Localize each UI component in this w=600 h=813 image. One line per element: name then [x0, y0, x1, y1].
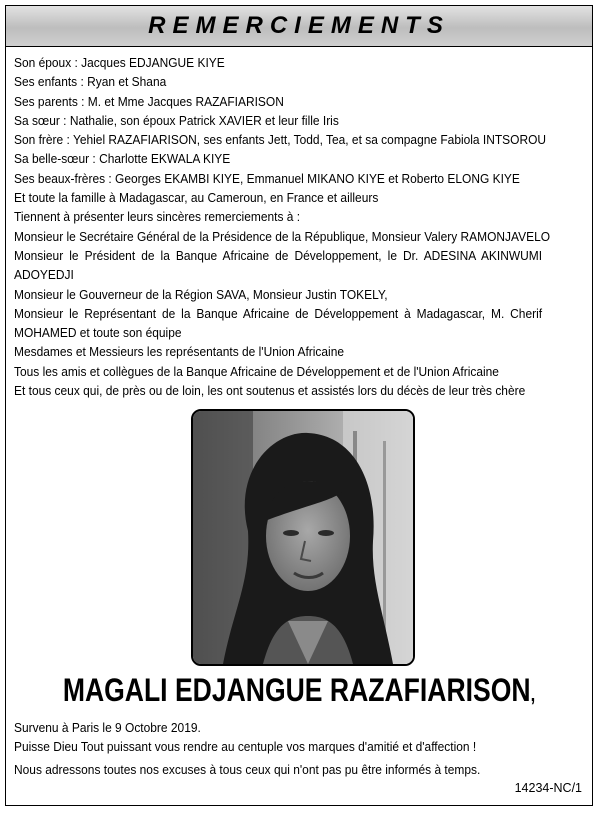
recipient-line: Monsieur le Représentant de la Banque Africaine de Développement à Madagascar, M. Cherif MOHAMED et toute son équipe [14, 305, 543, 341]
footer-text [14, 718, 542, 779]
family-line: Ses parents : M. et Mme Jacques RAZAFIARISON [14, 93, 284, 109]
portrait-photo [191, 409, 415, 666]
recipient-line: Mesdames et Messieurs les représentants de l'Union Africaine [14, 344, 345, 360]
recipient-line: Monsieur le Secrétaire Général de la Présidence de la République, Monsieur Valery RAMONJAVELO [14, 228, 551, 244]
deceased-name-text: MAGALI EDJANGUE RAZAFIARISON [62, 672, 531, 708]
recipient-line: Tous les amis et collègues de la Banque Africaine de Développement et de l'Union Africaine [14, 363, 499, 379]
family-line: Ses beaux-frères : Georges EKAMBI KIYE, Emmanuel MIKANO KIYE et Roberto ELONG KIYE [14, 170, 520, 186]
thanks-intro: Tiennent à présenter leurs sincères remerciements à : [14, 209, 301, 225]
reference-code: 14234-NC/1 [514, 781, 582, 795]
footer-line: Survenu à Paris le 9 Octobre 2019. [14, 720, 201, 735]
family-line: Et toute la famille à Madagascar, au Cameroun, en France et ailleurs [14, 190, 379, 206]
name-suffix: , [530, 684, 536, 706]
footer-line: Puisse Dieu Tout puissant vous rendre au centuple vos marques d'amitié et d'affection ! [14, 739, 477, 754]
announcement-frame [5, 5, 593, 806]
body-text [14, 53, 551, 400]
family-line: Son époux : Jacques EDJANGUE KIYE [14, 55, 225, 70]
recipient-line: Monsieur le Gouverneur de la Région SAVA, Monsieur Justin TOKELY, [14, 286, 388, 302]
family-line: Sa belle-sœur : Charlotte EKWALA KIYE [14, 151, 231, 167]
page-title: REMERCIEMENTS [148, 12, 450, 39]
footer-line: Nous adressons toutes nos excuses à tous ceux qui n'ont pas pu être informés à temps. [14, 762, 481, 777]
family-line: Son frère : Yehiel RAZAFIARISON, ses enfants Jett, Todd, Tea, et sa compagne Fabiola INTSOROU [14, 132, 547, 148]
recipient-line: Monsieur le Président de la Banque Africaine de Développement, le Dr. ADESINA AKINWUMI ADOYEDJI [14, 247, 543, 283]
family-line: Sa sœur : Nathalie, son époux Patrick XAVIER et leur fille Iris [14, 112, 339, 128]
family-line: Ses enfants : Ryan et Shana [14, 74, 167, 90]
title-bar [6, 6, 592, 47]
portrait-icon [193, 411, 413, 664]
deceased-name [56, 670, 542, 715]
recipient-line: Et tous ceux qui, de près ou de loin, les ont soutenus et assistés lors du décès de leur très chère [14, 383, 526, 399]
